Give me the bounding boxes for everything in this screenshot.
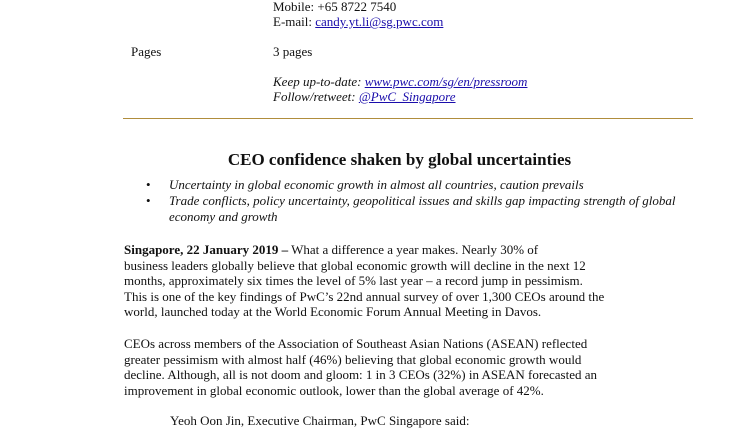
headline: CEO confidence shaken by global uncertainties xyxy=(227,150,572,169)
twitter-link[interactable]: @PwC_Singapore xyxy=(358,89,456,104)
keep-up-to-date-line xyxy=(273,74,527,90)
bullet-list xyxy=(146,177,706,225)
bullet-dot: • xyxy=(146,193,151,208)
bullet-text: Uncertainty in global economic growth in almost all countries, caution prevails xyxy=(169,177,584,192)
keep-up-to-date-label: Keep up-to-date: xyxy=(273,74,365,89)
follow-label: Follow/retweet: xyxy=(273,89,359,104)
bullet-item xyxy=(146,193,706,225)
para-text: What a difference a year makes. Nearly 30% of xyxy=(288,242,539,257)
follow-line xyxy=(273,89,456,105)
para-line: business leaders globally believe that global economic growth will decline in the next 12 xyxy=(124,257,586,273)
para-line: This is one of the key findings of PwC’s 22nd annual survey of over 1,300 CEOs around the xyxy=(124,288,605,304)
email-label: E-mail: xyxy=(273,14,316,29)
para-line: improvement in global economic outlook, lower than the global average of 42%. xyxy=(124,382,544,398)
contact-mobile: Mobile: +65 8722 7540 xyxy=(273,0,397,14)
para-line xyxy=(124,242,684,258)
bullet-item xyxy=(146,177,706,193)
bullet-text: Trade conflicts, policy uncertainty, geopolitical issues and skills gap impacting strength of global economy and growth xyxy=(169,193,676,224)
bullet-dot: • xyxy=(146,177,151,192)
contact-email-line xyxy=(273,14,443,30)
paragraph-3-partial: Yeoh Oon Jin, Executive Chairman, PwC Singapore said: xyxy=(170,413,470,428)
email-link[interactable]: candy.yt.li@sg.pwc.com xyxy=(315,14,444,29)
pages-label: Pages xyxy=(131,44,162,59)
paragraph-2 xyxy=(124,336,684,398)
divider xyxy=(123,118,693,119)
para-line: CEOs across members of the Association of Southeast Asian Nations (ASEAN) reflected xyxy=(124,336,588,351)
para-line: decline. Although, all is not doom and gloom: 1 in 3 CEOs (32%) in ASEAN forecasted an xyxy=(124,367,597,382)
pressroom-link[interactable]: www.pwc.com/sg/en/pressroom xyxy=(364,74,528,89)
para-line: greater pessimism with almost half (46%) believing that global economic growth would xyxy=(124,351,582,367)
dateline: Singapore, 22 January 2019 – xyxy=(124,242,289,257)
para-line: months, approximately six times the level of 5% last year – a record jump in pessimism. xyxy=(124,273,583,288)
paragraph-1 xyxy=(124,242,684,320)
para-line: world, launched today at the World Economic Forum Annual Meeting in Davos. xyxy=(124,304,542,319)
pages-value: 3 pages xyxy=(273,44,313,59)
